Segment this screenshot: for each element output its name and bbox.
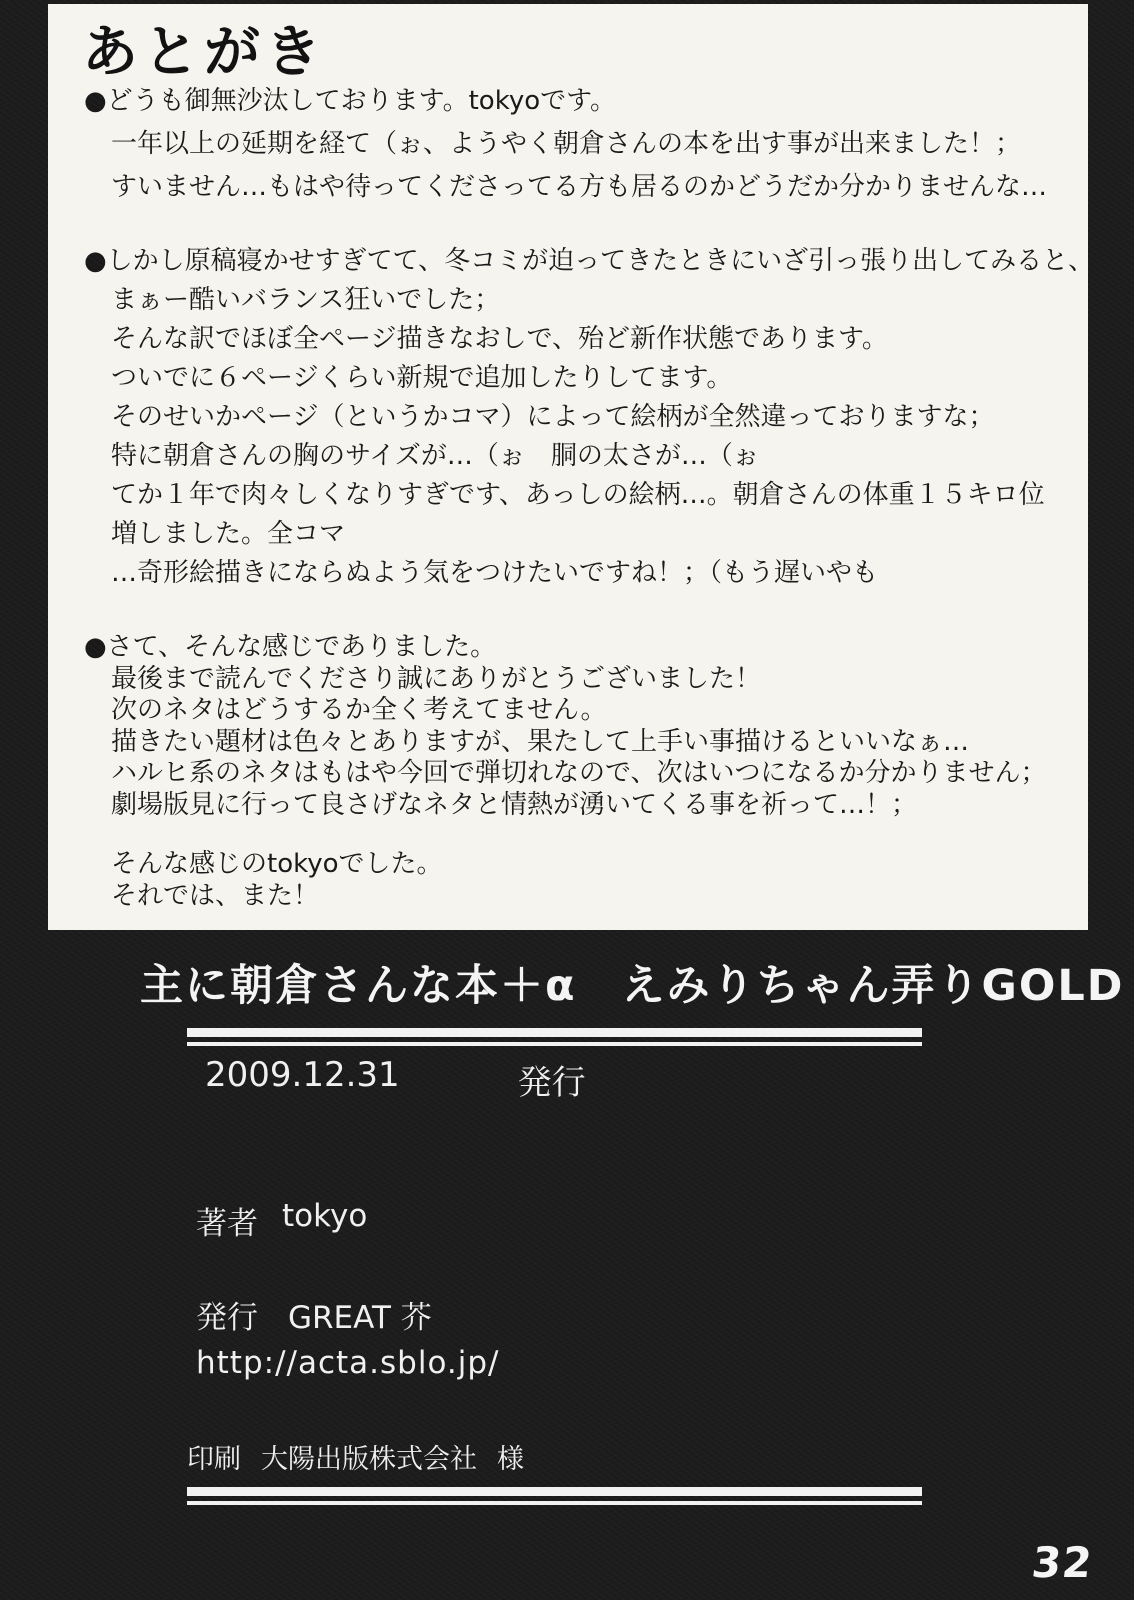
page-number: 32 <box>1029 1538 1096 1587</box>
divider-bottom-thick-line <box>187 1487 922 1496</box>
afterword-line: 最後まで読んでくださり誠にありがとうございました！ <box>111 663 762 694</box>
website-url-row <box>196 1345 499 1381</box>
afterword-line: ●さて、そんな感じでありました。 <box>84 632 497 662</box>
divider-bottom-thin-line <box>187 1501 922 1505</box>
afterword-line: そんな訳でほぼ全ページ描きなおしで、殆ど新作状態であります。 <box>111 324 888 354</box>
author-label: 著者 <box>196 1206 258 1242</box>
publish-date-label: 発行 <box>517 1063 586 1103</box>
afterword-line: ●どうも御無沙汰しております。tokyoです。 <box>84 86 617 116</box>
author-name: tokyo <box>282 1198 368 1234</box>
afterword-paragraph <box>84 632 1070 821</box>
divider-bottom <box>187 1487 922 1505</box>
publisher-name: GREAT 芥 <box>288 1300 432 1336</box>
publisher-label: 発行 <box>196 1300 258 1336</box>
divider-top <box>187 1028 922 1046</box>
afterword-line: 一年以上の延期を経て（ぉ、ようやく朝倉さんの本を出す事が出来ました！； <box>111 129 1022 159</box>
afterword-line: すいません…もはや待ってくださってる方も居るのかどうだか分かりませんな… <box>111 172 1048 202</box>
afterword-line: 次のネタはどうするか全く考えてません。 <box>111 695 607 725</box>
afterword-paragraph <box>84 242 1095 593</box>
afterword-line: …奇形絵描きにならぬよう気をつけたいですね！；（もう遅いやも <box>111 558 879 588</box>
afterword-paragraph <box>84 80 1070 209</box>
afterword-line: ●しかし原稿寝かせすぎてて、冬コミが迫ってきたときにいざ引っ張り出してみると、 <box>84 246 1095 276</box>
afterword-line: そんな感じのtokyoでした。 <box>111 849 443 879</box>
printer-row <box>187 1437 524 1476</box>
afterword-line: ついでに６ページくらい新規で追加したりしてます。 <box>111 363 733 393</box>
publish-date: 2009.12.31 <box>205 1055 400 1095</box>
afterword-title: あとがき <box>82 20 326 85</box>
afterword-line: 劇場版見に行って良さげなネタと情熱が湧いてくる事を祈って…！； <box>111 789 918 820</box>
divider-top-thick-line <box>187 1028 922 1037</box>
publisher-row <box>196 1292 432 1337</box>
afterword-line: てか１年で肉々しくなりすぎです、あっしの絵柄…。朝倉さんの体重１５キロ位 <box>111 480 1045 510</box>
afterword-paragraph <box>84 849 1070 912</box>
afterword-line: まぁー酷いバランス狂いでした； <box>111 285 501 315</box>
printer-honorific: 様 <box>497 1444 524 1475</box>
author-row <box>196 1198 367 1243</box>
printer-name: 大陽出版株式会社 <box>261 1444 477 1475</box>
afterword-line: ハルヒ系のネタはもはや今回で弾切れなので、次はいつになるか分かりません； <box>111 758 1047 788</box>
website-url: http://acta.sblo.jp/ <box>196 1345 500 1381</box>
printer-label: 印刷 <box>187 1444 241 1475</box>
afterword-line: そのせいかページ（というかコマ）によって絵柄が全然違っておりますな； <box>111 402 995 432</box>
publish-date-row <box>205 1055 586 1104</box>
book-title: 主に朝倉さんな本＋α えみりちゃん弄りGOLD <box>140 961 1125 1011</box>
afterword-line: 描きたい題材は色々とありますが、果たして上手い事描けるといいなぁ… <box>111 726 970 757</box>
divider-top-thin-line <box>187 1042 922 1046</box>
afterword-panel <box>48 4 1095 930</box>
afterword-line: それでは、また！ <box>111 880 320 911</box>
afterword-line: 増しました。全コマ <box>111 519 346 549</box>
afterword-line: 特に朝倉さんの胸のサイズが…（ぉ 胴の太さが…（ぉ <box>111 441 759 471</box>
